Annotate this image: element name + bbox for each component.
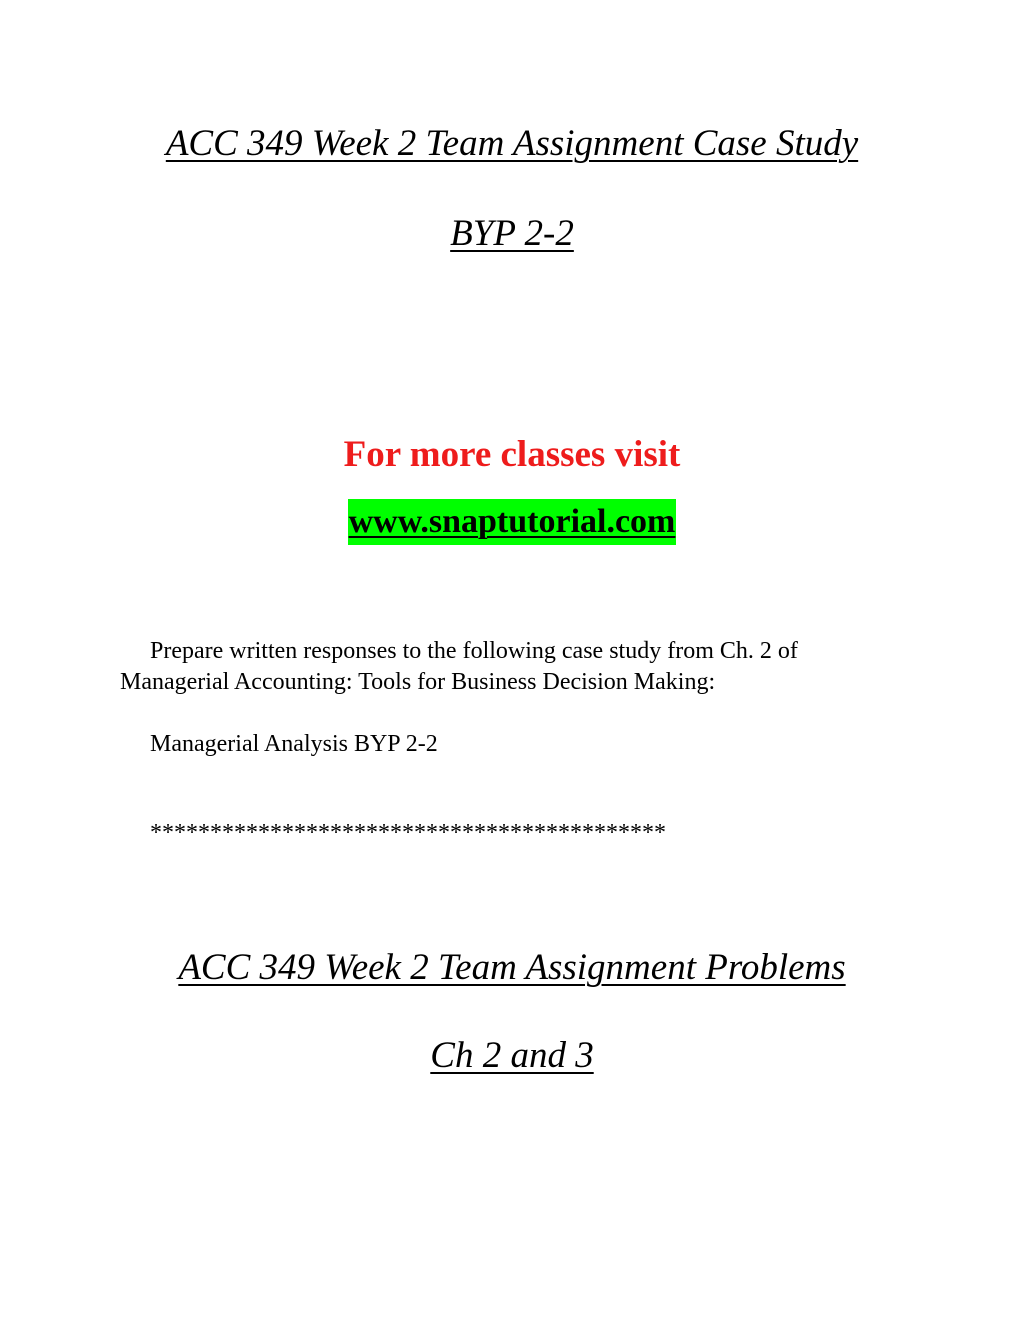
managerial-analysis-line: Managerial Analysis BYP 2-2 bbox=[150, 731, 438, 757]
title-problems-text: ACC 349 Week 2 Team Assignment Problems bbox=[178, 947, 846, 988]
title-case-study bbox=[0, 122, 1024, 166]
subtitle-byp bbox=[0, 212, 1024, 256]
paragraph-line-1: Prepare written responses to the following case study from Ch. 2 of bbox=[150, 638, 798, 664]
title-case-study-text: ACC 349 Week 2 Team Assignment Case Study bbox=[165, 123, 859, 164]
asterisk-separator: ******************************************* bbox=[150, 820, 666, 846]
subtitle-byp-text: BYP 2-2 bbox=[450, 213, 574, 254]
subtitle-chapters-text: Ch 2 and 3 bbox=[430, 1035, 594, 1076]
subtitle-chapters bbox=[0, 1034, 1024, 1078]
paragraph-line-2: Managerial Accounting: Tools for Business Decision Making: bbox=[120, 669, 716, 695]
promo-link-wrapper bbox=[0, 499, 1024, 545]
title-problems bbox=[0, 946, 1024, 990]
snaptutorial-link[interactable]: www.snaptutorial.com bbox=[348, 499, 677, 545]
promo-heading: For more classes visit bbox=[343, 434, 681, 475]
